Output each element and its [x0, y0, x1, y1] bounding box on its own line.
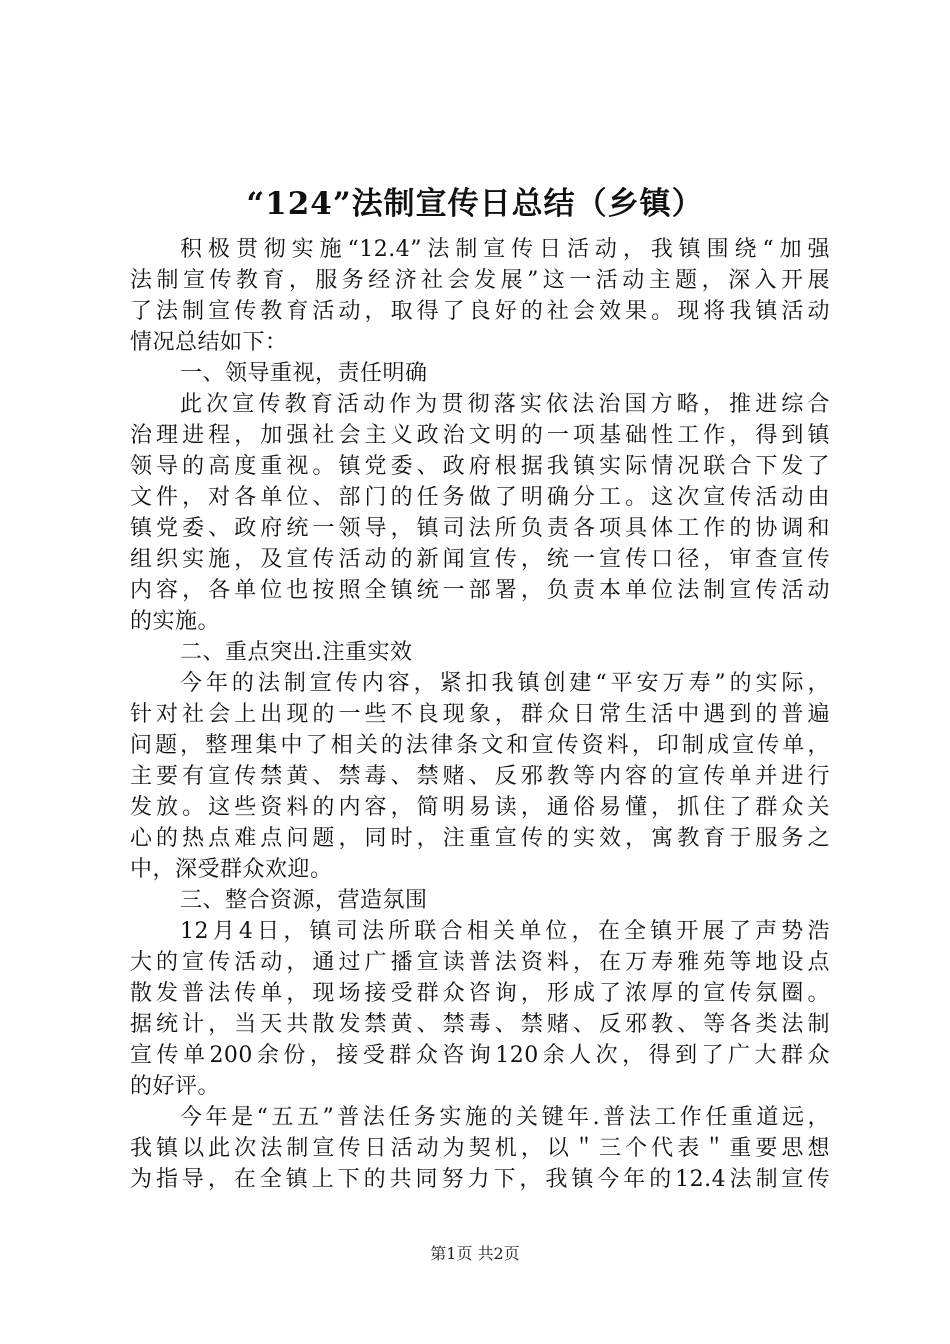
- text-line: 二、重点突出.注重实效: [180, 640, 413, 665]
- text-line: 一、领导重视，责任明确: [180, 361, 428, 386]
- text-line: 法制宣传教育，服务经济社会发展”这一活动主题，深入开展: [130, 268, 830, 293]
- text-line: 的实施。: [130, 609, 221, 634]
- text-line: 针对社会上出现的一些不良现象，群众日常生活中遇到的普遍: [130, 702, 830, 727]
- text-line: 心的热点难点问题，同时，注重宣传的实效，寓教育于服务之: [130, 826, 830, 851]
- text-line: 散发普法传单，现场接受群众咨询，形成了浓厚的宣传氛圈。: [130, 981, 830, 1006]
- text-line: 主要有宣传禁黄、禁毒、禁赌、反邪教等内容的宣传单并进行: [130, 764, 830, 789]
- text-line: 情况总结如下：: [130, 330, 288, 355]
- text-line: 文件，对各单位、部门的任务做了明确分工。这次宣传活动由: [130, 485, 830, 510]
- text-line: 今年的法制宣传内容，紧扣我镇创建“平安万寿”的实际，: [180, 671, 830, 696]
- text-line: 的好评。: [130, 1074, 221, 1099]
- page-indicator: 第1页 共2页: [430, 1244, 520, 1263]
- text-line: 领导的高度重视。镇党委、政府根据我镇实际情况联合下发了: [130, 454, 830, 479]
- text-line: 为指导，在全镇上下的共同努力下，我镇今年的12.4法制宣传: [130, 1167, 830, 1192]
- text-line: 治理进程，加强社会主义政治文明的一项基础性工作，得到镇: [130, 423, 830, 448]
- text-line: 宣传单200余份，接受群众咨询120余人次，得到了广大群众: [130, 1043, 830, 1068]
- text-line: 发放。这些资料的内容，简明易读，通俗易懂，抓住了群众关: [130, 795, 830, 820]
- text-line: 大的宣传活动，通过广播宣读普法资料，在万寿雅苑等地设点: [130, 950, 830, 975]
- text-line: 内容，各单位也按照全镇统一部署，负责本单位法制宣传活动: [130, 578, 830, 603]
- text-line: 积极贯彻实施“12.4”法制宣传日活动，我镇围绕“加强: [180, 237, 830, 262]
- text-line: 组织实施，及宣传活动的新闻宣传，统一宣传口径，审查宣传: [130, 547, 830, 572]
- text-line: 据统计，当天共散发禁黄、禁毒、禁赌、反邪教、等各类法制: [130, 1012, 830, 1037]
- text-line: 此次宣传教育活动作为贯彻落实依法治国方略，推进综合: [180, 392, 830, 417]
- text-line: 我镇以此次法制宣传日活动为契机，以＂三个代表＂重要思想: [130, 1136, 830, 1161]
- text-line: 了法制宣传教育活动，取得了良好的社会效果。现将我镇活动: [130, 299, 830, 324]
- text-line: 12月4日，镇司法所联合相关单位，在全镇开展了声势浩: [180, 919, 830, 944]
- document-title: “124”法制宣传日总结（乡镇）: [246, 186, 704, 222]
- text-line: 今年是“五五”普法任务实施的关键年.普法工作任重道远，: [180, 1105, 830, 1130]
- text-line: 三、整合资源，营造氛围: [180, 888, 428, 913]
- text-line: 中，深受群众欢迎。: [130, 857, 333, 882]
- text-line: 问题，整理集中了相关的法律条文和宣传资料，印制成宣传单，: [130, 733, 830, 758]
- document-body: [130, 234, 830, 1195]
- text-line: 镇党委、政府统一领导，镇司法所负责各项具体工作的协调和: [130, 516, 830, 541]
